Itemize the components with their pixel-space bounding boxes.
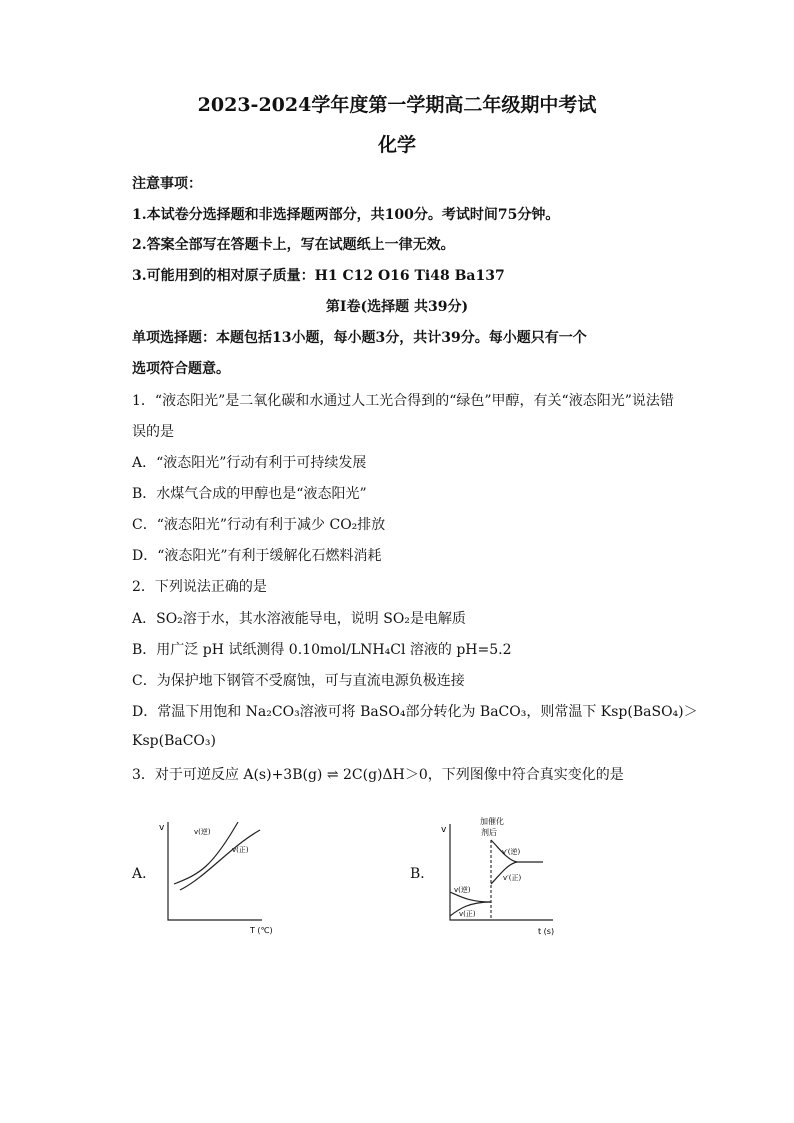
notice-heading: 注意事项： <box>132 176 202 192</box>
q1-option-d: D．“液态阳光”有利于缓解化石燃料消耗 <box>132 548 382 564</box>
graph-b-before-forward-label: v(正) <box>459 910 476 918</box>
q3-graph-a <box>150 812 290 942</box>
q2-option-d-cont: Ksp(BaCO₃) <box>132 733 216 749</box>
exam-subject: 化学 <box>377 134 416 156</box>
graph-a-forward-label: v(正) <box>232 846 249 854</box>
graph-a-y-label: v <box>159 823 165 833</box>
q3-option-b-label: B． <box>410 866 435 882</box>
graph-a-reverse-label: v(逆) <box>194 828 211 836</box>
q3-option-a-label: A． <box>132 866 157 882</box>
notice-item-1: 1.本试卷分选择题和非选择题两部分，共100分。考试时间75分钟。 <box>132 207 560 223</box>
q3-graph-b <box>435 812 565 942</box>
q2-stem: 2．下列说法正确的是 <box>132 579 267 595</box>
graph-b-y-label: v <box>441 825 447 835</box>
q1-option-a: A．“液态阳光”行动有利于可持续发展 <box>132 455 367 471</box>
notice-item-2: 2.答案全部写在答题卡上，写在试题纸上一律无效。 <box>132 237 455 253</box>
q1-option-c: C．“液态阳光”行动有利于减少 CO₂排放 <box>132 517 386 533</box>
q2-option-c: C．为保护地下钢管不受腐蚀，可与直流电源负极连接 <box>132 673 465 689</box>
graph-a-x-label: T (℃) <box>250 926 273 935</box>
graph-a-curve-forward <box>180 830 260 890</box>
q1-option-b: B．水煤气合成的甲醇也是“液态阳光” <box>132 486 367 502</box>
graph-b-x-label: t (s) <box>538 927 555 936</box>
graph-b-after-reverse-label: v′(逆) <box>502 848 521 856</box>
graph-b-before-reverse-label: v(逆) <box>454 886 471 894</box>
graph-b-after-forward-label: v′(正) <box>503 874 522 882</box>
q2-option-b: B．用广泛 pH 试纸测得 0.10mol/LNH₄Cl 溶液的 pH=5.2 <box>132 642 512 658</box>
q1-stem-2: 误的是 <box>132 424 174 440</box>
q3-stem: 3．对于可逆反应 A(s)+3B(g) ⇌ 2C(g)ΔH＞0，下列图像中符合真实变化的是 <box>132 767 624 783</box>
q2-option-a: A．SO₂溶于水，其水溶液能导电，说明 SO₂是电解质 <box>132 611 466 627</box>
section-instruction-2: 选项符合题意。 <box>132 361 230 377</box>
graph-b-catalyst-note-1: 加催化 <box>480 817 504 826</box>
section-instruction-1: 单项选择题：本题包括13小题，每小题3分，共计39分。每小题只有一个 <box>132 330 587 346</box>
notice-item-3: 3.可能用到的相对原子质量：H1 C12 O16 Ti48 Ba137 <box>132 268 505 284</box>
exam-title: 2023-2024学年度第一学期高二年级期中考试 <box>197 94 597 116</box>
graph-b-catalyst-note-2: 剂后 <box>481 828 497 837</box>
q1-stem-1: 1．“液态阳光”是二氧化碳和水通过人工光合得到的“绿色”甲醇，有关“液态阳光”说法错 <box>132 393 674 409</box>
q2-option-d: D．常温下用饱和 Na₂CO₃溶液可将 BaSO₄部分转化为 BaCO₃，则常温下 Ksp(BaSO₄)＞ <box>132 704 698 720</box>
section-title: 第Ⅰ卷(选择题 共39分) <box>325 299 469 315</box>
